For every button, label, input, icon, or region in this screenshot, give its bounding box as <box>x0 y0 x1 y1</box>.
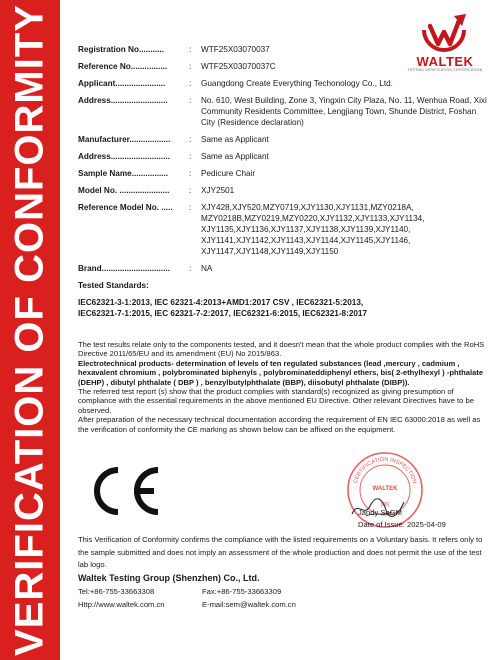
contact-row-phone <box>78 587 281 596</box>
tested-standards-line-2: IEC62321-7-1:2015, IEC 62321-7-2:2017, IEC62321-6:2015, IEC62321-8:2017 <box>78 309 368 318</box>
side-band <box>0 0 60 660</box>
logo-tagline: TESTING VERIFICATION CERTIFICATION <box>407 68 483 72</box>
ce-mark-icon <box>84 462 168 520</box>
signer-title: GM <box>389 508 402 517</box>
stamp-center-text: WALTEK <box>372 486 398 492</box>
field-value: WTF25X03070037C <box>201 62 276 71</box>
field-value: Pedicure Chair <box>201 169 256 178</box>
field-label: Brand.............................. <box>78 264 170 273</box>
email-link[interactable]: E-mail:sem@waltek.com.cn <box>202 600 296 609</box>
voluntary-basis-note: This Verification of Conformity confirms the compliance with the listed requirements on a Voluntary basis. It refers only to the sample submitted and does not imply an assessment of the whole production and does not permit the use of the test lab logo. <box>78 535 483 569</box>
issue-date-line <box>358 520 446 529</box>
issue-date-label: Date of Issue: <box>358 520 405 529</box>
field-reference-no: Reference No................ : WTF25X03070037C <box>78 61 488 72</box>
field-value: Guangdong Create Everything Techonology Co., Ltd. <box>201 79 393 88</box>
field-manufacturer: Manufacturer.................. : Same as Applicant <box>78 134 488 145</box>
field-reference-model-no: Reference Model No. ..... : XJY428,XJY520,MZY0719,XJY1130,XJY1131,MZY0218A, MZY0218B,MZY0219,MZY0220,XJY1132,XJY1133,XJY1134, XJY1135,XJY1136,XJY1137,XJY1138,XJY1139,XJY1140, XJY1141,XJY1142,XJY1143,XJY1144,XJY1145,XJY1146, XJY1147,XJY1148,XJY1149,XJY1150 <box>78 202 488 257</box>
telephone: Tel:+86-755-33663308 <box>78 587 155 596</box>
website-link[interactable]: Http://www.waltek.com.cn <box>78 600 165 609</box>
contact-row-web <box>78 600 296 609</box>
statement-compliance: The referred test report (s) show that the product complies with standard(s) recognized as giving presumption of compliance with the essential requirements in the above mentioned EU Directive. Other relevant Directives have to be observed. <box>78 387 474 415</box>
conformity-statement <box>78 340 490 434</box>
field-label: Sample Name................ <box>78 169 169 178</box>
field-label: Address.......................... <box>78 152 170 161</box>
field-label: Applicant...................... <box>78 79 166 88</box>
field-value: Same as Applicant <box>201 152 269 161</box>
field-list <box>78 44 488 319</box>
field-label: Reference No................ <box>78 62 168 71</box>
ce-mark-label: CE <box>94 520 96 521</box>
statement-ce-marking: After preparation of the necessary technical documentation according the requirement of EN IEC 63000:2018 as well as the verification of conformity the CE marking as shown below can be affixed on the equipment. <box>78 415 481 434</box>
logo-wordmark: WALTEK <box>416 54 474 69</box>
field-applicant: Applicant...................... : Guangdong Create Everything Techonology Co., Ltd. <box>78 78 488 89</box>
company-name: Waltek Testing Group (Shenzhen) Co., Ltd. <box>78 573 260 583</box>
field-label: Registration No........... <box>78 45 164 54</box>
side-band-title: VERIFICATION OF CONFORMITY <box>7 4 52 656</box>
fax: Fax:+86-755-33663309 <box>202 587 282 596</box>
field-label: Model No. ...................... <box>78 186 170 195</box>
field-registration-no: Registration No........... : WTF25X03070037 <box>78 44 488 55</box>
field-value: WTF25X03070037 <box>201 45 270 54</box>
field-brand: Brand.............................. : NA <box>78 263 488 274</box>
field-manufacturer-address: Address.......................... : Same as Applicant <box>78 151 488 162</box>
field-value: No. 610, West Building, Zone 3, Yingxin City Plaza, No. 11, Wenhua Road, Xixi Community Residents Committee, Lengjiang Town, Shunde District, Foshan City (Residence declaration) <box>201 96 487 127</box>
statement-scope: The test results relate only to the components tested, and it doesn't mean that the whole product complies with the RoHS Directive 2011/65/EU and its amendment (EU) No 2015/863. <box>78 340 485 359</box>
signer-line <box>358 508 402 517</box>
field-sample-name: Sample Name................ : Pedicure Chair <box>78 168 488 179</box>
field-label: Manufacturer.................. <box>78 135 171 144</box>
tested-standards-line-1: IEC62321-3-1:2013, IEC 62321-4:2013+AMD1:2017 CSV , IEC62321-5:2013, <box>78 298 364 307</box>
field-model-no: Model No. ...................... : XJY2501 <box>78 185 488 196</box>
field-applicant-address: Address......................... : No. 610, West Building, Zone 3, Yingxin City Plaza, No. 11, Wenhua Road, Xixi Community Residents Committee, Lengjiang Town, Shunde District, Foshan City (Residence declaration) <box>78 96 487 127</box>
tested-standards-title: Tested Standards: <box>78 281 149 290</box>
signer-name: Jandy So <box>358 508 390 517</box>
issue-date-value: 2025-04-09 <box>406 520 446 529</box>
field-label: Reference Model No. ..... <box>78 203 173 212</box>
field-label: Address......................... <box>78 96 168 105</box>
statement-substances: Electrotechnical products- determination of levels of ten regulated substances (lead ,mercury , cadmium , hexavalent chromium , polybrominated biphenyls , polybrominateddiphenyl ethers, bis( 2-ethylhexyl ) -phthalate (DEHP) , dibutyl phthalate ( DBP ) , benzylbutylphthalate (BBP), diisobutyl phthalate (DIBP)). <box>78 358 484 387</box>
stamp-code: (06) <box>380 502 390 508</box>
field-value: Same as Applicant <box>201 135 269 144</box>
stamp-ring-text: CERTIFICATION INSPECTION <box>352 456 418 485</box>
field-value: XJY428,XJY520,MZY0719,XJY1130,XJY1131,MZY0218A, MZY0218B,MZY0219,MZY0220,XJY1132,XJY1133,XJY1134, XJY1135,XJY1136,XJY1137,XJY1138,XJY1139,XJY1140, XJY1141,XJY1142,XJY1143,XJY1144,XJY1145,XJY1146, XJY1147,XJY1148,XJY1149,XJY1150 <box>201 203 425 256</box>
field-value: NA <box>201 264 213 273</box>
field-value: XJY2501 <box>201 186 235 195</box>
